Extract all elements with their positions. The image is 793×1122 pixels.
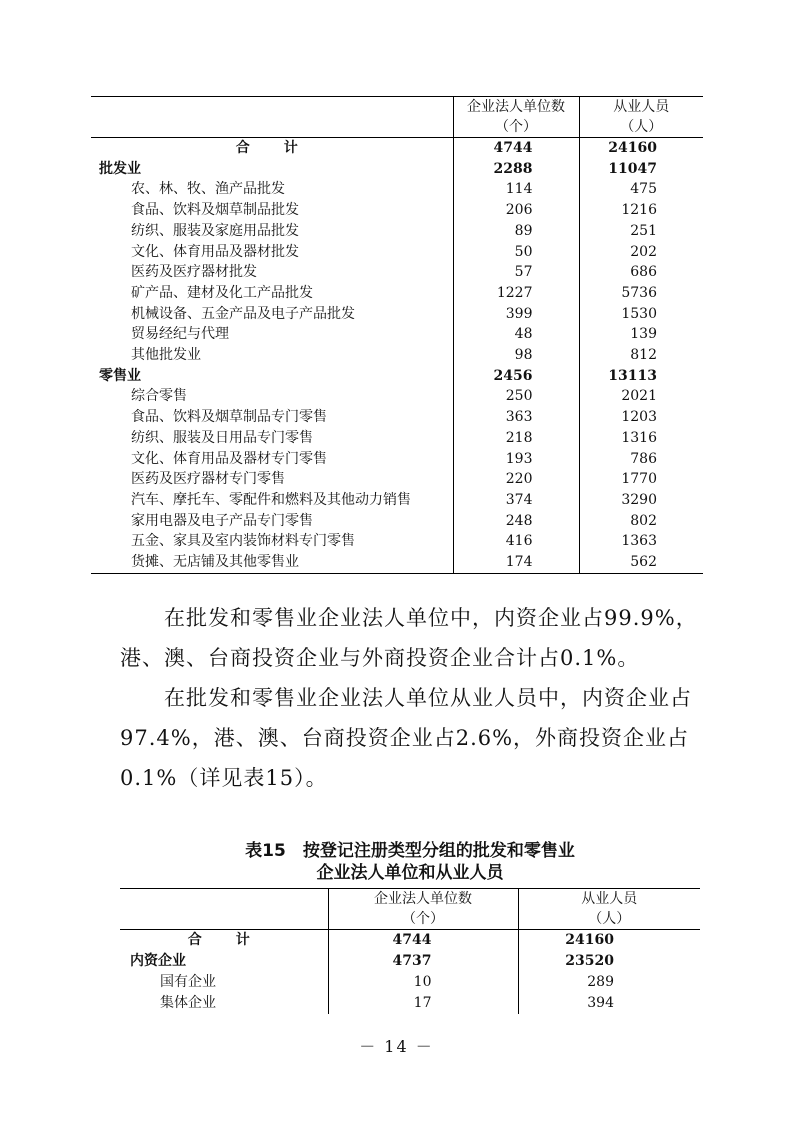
row-label: 综合零售 xyxy=(131,388,187,405)
row-label: 国有企业 xyxy=(160,974,216,990)
header-employees-unit: （人） xyxy=(518,909,700,930)
table-row xyxy=(120,993,700,1014)
header-blank xyxy=(91,117,453,138)
header-blank xyxy=(120,909,328,930)
row-label: 合 计 xyxy=(235,140,308,156)
table-row xyxy=(91,345,703,366)
units-cell: 4744 xyxy=(453,138,579,159)
employees-cell: 24160 xyxy=(579,138,703,159)
units-cell: 2456 xyxy=(453,366,579,387)
units-cell: 4744 xyxy=(328,930,518,952)
row-label: 文化、体育用品及器材专门零售 xyxy=(131,450,327,467)
row-label: 农、林、牧、渔产品批发 xyxy=(131,181,285,198)
table-row xyxy=(120,951,700,972)
employees-cell: 1363 xyxy=(579,531,703,552)
employees-cell: 1216 xyxy=(579,200,703,221)
table-row xyxy=(91,304,703,325)
employees-cell: 2021 xyxy=(579,386,703,407)
table-row xyxy=(91,428,703,449)
row-label: 货摊、无店铺及其他零售业 xyxy=(91,552,453,573)
employees-cell: 24160 xyxy=(518,930,700,952)
employees-cell: 812 xyxy=(579,345,703,366)
row-label: 医药及医疗器材专门零售 xyxy=(131,471,285,488)
table-row xyxy=(91,449,703,470)
header-units: 企业法人单位数 xyxy=(328,889,518,910)
units-cell: 10 xyxy=(328,972,518,993)
units-cell: 4737 xyxy=(328,951,518,972)
employees-cell: 23520 xyxy=(518,951,700,972)
row-label: 内资企业 xyxy=(130,953,186,969)
table-row xyxy=(91,531,703,552)
units-cell: 98 xyxy=(453,345,579,366)
table-row xyxy=(91,200,703,221)
row-label: 矿产品、建材及化工产品批发 xyxy=(131,284,313,301)
units-cell: 48 xyxy=(453,324,579,345)
table-row xyxy=(91,179,703,200)
table-row xyxy=(91,262,703,283)
units-cell: 193 xyxy=(453,449,579,470)
table-row xyxy=(91,469,703,490)
header-blank xyxy=(120,889,328,910)
header-employees: 从业人员 xyxy=(579,97,703,118)
table-row xyxy=(120,972,700,993)
employees-cell: 1770 xyxy=(579,469,703,490)
units-cell: 17 xyxy=(328,993,518,1014)
units-cell: 206 xyxy=(453,200,579,221)
employees-cell: 289 xyxy=(518,972,700,993)
row-label: 零售业 xyxy=(99,367,141,384)
table-row xyxy=(91,221,703,242)
employees-cell: 394 xyxy=(518,993,700,1014)
units-cell: 248 xyxy=(453,511,579,532)
employees-cell: 1316 xyxy=(579,428,703,449)
registration-type-table xyxy=(120,888,700,1014)
employees-cell: 1203 xyxy=(579,407,703,428)
table-row xyxy=(120,930,700,952)
row-label: 批发业 xyxy=(99,160,141,177)
row-label: 五金、家具及室内装饰材料专门零售 xyxy=(131,533,355,550)
table-15-title-line1: 表15 按登记注册类型分组的批发和零售业 xyxy=(245,841,575,861)
table-row xyxy=(91,366,703,387)
row-label: 纺织、服装及日用品专门零售 xyxy=(131,429,313,446)
row-label: 机械设备、五金产品及电子产品批发 xyxy=(131,305,355,322)
row-label: 食品、饮料及烟草制品批发 xyxy=(131,202,299,219)
row-label: 家用电器及电子产品专门零售 xyxy=(131,512,313,529)
units-cell: 50 xyxy=(453,242,579,263)
units-cell: 399 xyxy=(453,304,579,325)
header-units-unit: （个） xyxy=(453,117,579,138)
employees-cell: 202 xyxy=(579,242,703,263)
header-employees-unit: （人） xyxy=(579,117,703,138)
row-label: 贸易经纪与代理 xyxy=(131,326,229,343)
table-15-title xyxy=(120,840,700,884)
units-cell: 250 xyxy=(453,386,579,407)
table-15-title-line2: 企业法人单位和从业人员 xyxy=(316,863,504,883)
employees-cell: 3290 xyxy=(579,490,703,511)
row-label: 文化、体育用品及器材批发 xyxy=(131,243,299,260)
employees-cell: 686 xyxy=(579,262,703,283)
units-cell: 374 xyxy=(453,490,579,511)
units-cell: 2288 xyxy=(453,159,579,180)
row-label: 食品、饮料及烟草制品专门零售 xyxy=(131,409,327,426)
units-cell: 1227 xyxy=(453,283,579,304)
row-label: 其他批发业 xyxy=(131,347,201,364)
header-units: 企业法人单位数 xyxy=(453,97,579,118)
employees-cell: 1530 xyxy=(579,304,703,325)
row-label: 纺织、服装及家庭用品批发 xyxy=(131,222,299,239)
table-row xyxy=(91,490,703,511)
units-cell: 114 xyxy=(453,179,579,200)
employees-cell: 139 xyxy=(579,324,703,345)
employees-cell: 251 xyxy=(579,221,703,242)
row-label: 集体企业 xyxy=(160,995,216,1011)
employees-cell: 5736 xyxy=(579,283,703,304)
employees-cell: 13113 xyxy=(579,366,703,387)
units-cell: 363 xyxy=(453,407,579,428)
units-cell: 220 xyxy=(453,469,579,490)
employees-cell: 786 xyxy=(579,449,703,470)
table-row xyxy=(91,386,703,407)
table-row xyxy=(91,407,703,428)
paragraph-employees-share: 在批发和零售业企业法人单位从业人员中，内资企业占97.4%，港、澳、台商投资企业占2.6%，外商投资企业占0.1%（详见表15）。 xyxy=(120,686,692,790)
header-units-unit: （个） xyxy=(328,909,518,930)
units-cell: 89 xyxy=(453,221,579,242)
row-label: 合 计 xyxy=(187,932,260,948)
table-row xyxy=(91,138,703,159)
employees-cell: 11047 xyxy=(579,159,703,180)
units-cell: 57 xyxy=(453,262,579,283)
employees-cell: 475 xyxy=(579,179,703,200)
table-row xyxy=(91,159,703,180)
units-cell: 416 xyxy=(453,531,579,552)
header-blank xyxy=(91,97,453,118)
units-cell: 218 xyxy=(453,428,579,449)
row-label: 医药及医疗器材批发 xyxy=(131,264,257,281)
employees-cell: 802 xyxy=(579,511,703,532)
employees-cell: 562 xyxy=(579,552,703,573)
paragraph-units-share: 在批发和零售业企业法人单位中，内资企业占99.9%，港、澳、台商投资企业与外商投资企业合计占0.1%。 xyxy=(120,606,698,670)
page-number: － 14 － xyxy=(359,1037,434,1056)
units-cell: 174 xyxy=(453,552,579,573)
table-row xyxy=(91,511,703,532)
table-row xyxy=(91,283,703,304)
table-row xyxy=(91,242,703,263)
industry-table xyxy=(91,96,703,574)
table-row xyxy=(91,552,703,573)
header-employees: 从业人员 xyxy=(518,889,700,910)
row-label: 汽车、摩托车、零配件和燃料及其他动力销售 xyxy=(131,491,411,508)
table-row xyxy=(91,324,703,345)
